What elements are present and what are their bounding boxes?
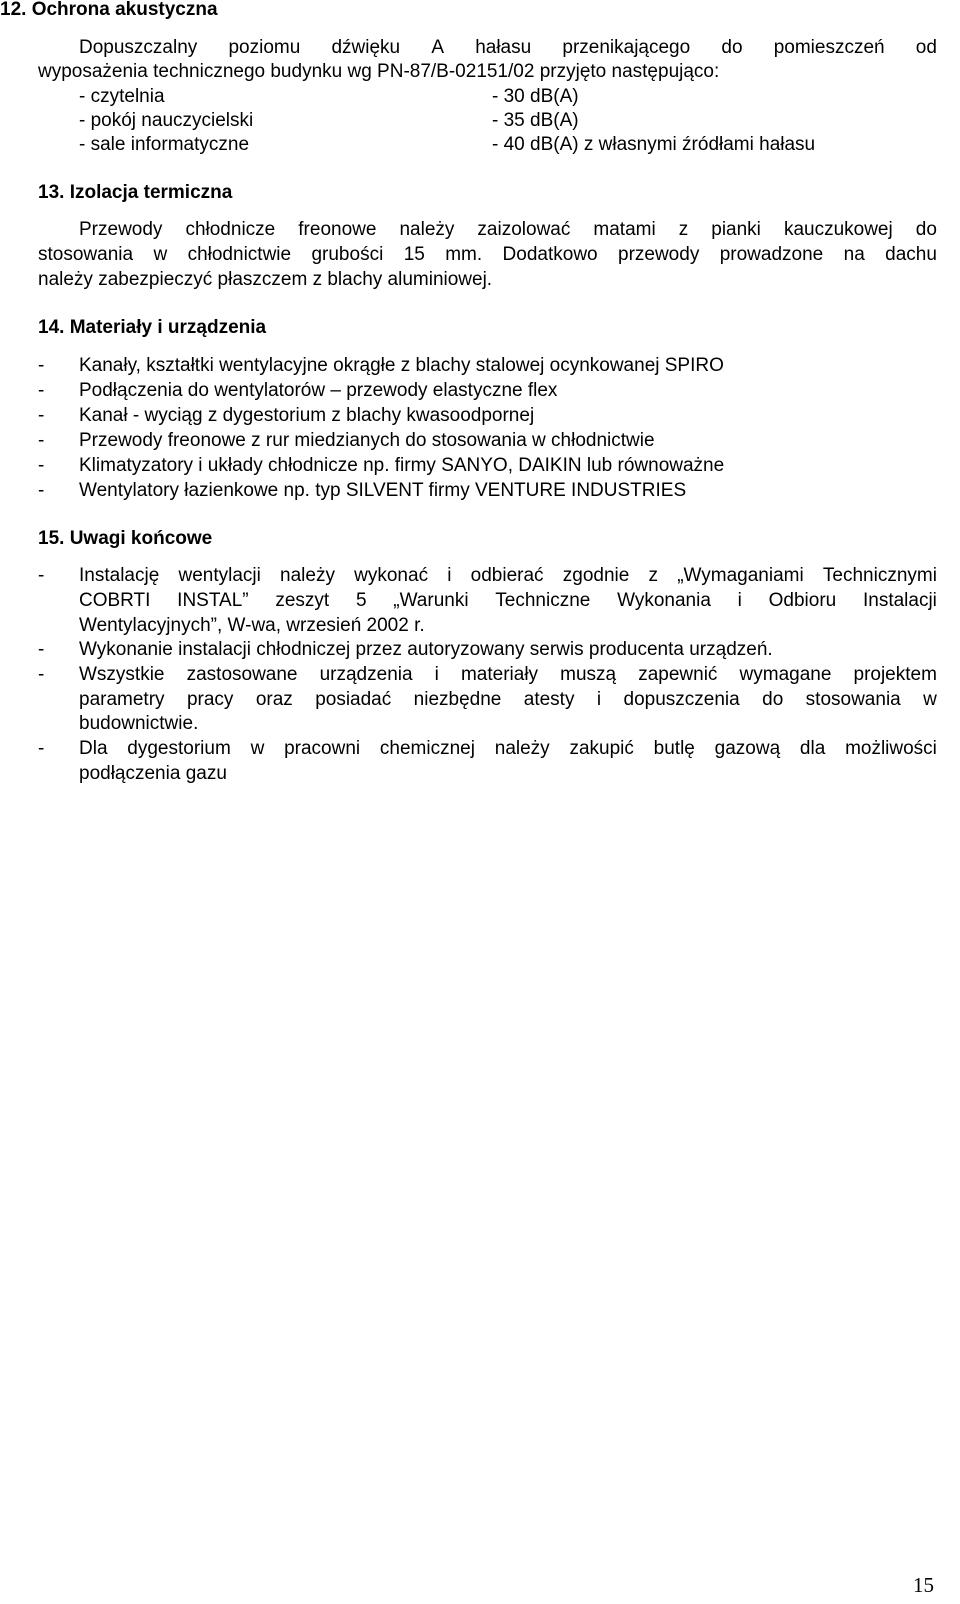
word: wykonać: [354, 565, 429, 586]
word: z: [678, 219, 689, 240]
list-dash: -: [38, 738, 45, 759]
word: Wszystkie: [79, 664, 165, 685]
word: zgodnie: [562, 565, 630, 586]
word: „Warunki: [393, 590, 469, 611]
paragraph-line: wyposażenia technicznego budynku wg PN-87/B-02151/02 przyjęto następująco:: [38, 61, 720, 82]
word: od: [915, 37, 937, 58]
list-item-line: podłączenia gazu: [79, 763, 227, 784]
word: stosowania: [805, 689, 901, 710]
word: i: [447, 565, 452, 586]
word: Odbioru: [768, 590, 837, 611]
word: Dodatkowo: [502, 244, 598, 265]
section-title: Uwagi końcowe: [69, 528, 213, 549]
list-item-line: budownictwie.: [79, 713, 199, 734]
word: należy: [494, 738, 550, 759]
noise-room-label: - czytelnia: [79, 86, 165, 107]
word: zastosowane: [186, 664, 298, 685]
word: do: [915, 219, 937, 240]
section-12-heading: [0, 0, 218, 19]
word: Instalacji: [862, 590, 937, 611]
word: przewody: [618, 244, 700, 265]
word: urządzenia: [319, 664, 413, 685]
word: hałasu: [475, 37, 532, 58]
word: dźwięku: [331, 37, 401, 58]
list-dash: -: [38, 455, 45, 476]
word: INSTAL”: [177, 590, 249, 611]
word: prowadzone: [719, 244, 824, 265]
list-dash: -: [38, 405, 45, 426]
list-dash: -: [38, 480, 45, 501]
section-title: Ochrona akustyczna: [31, 0, 218, 20]
word: w: [923, 689, 937, 710]
section-number: 15.: [38, 528, 65, 549]
word: poziomu: [228, 37, 301, 58]
word: posiadać: [315, 689, 392, 710]
list-dash: -: [38, 380, 45, 401]
word: w: [153, 244, 168, 265]
word: parametry: [79, 689, 165, 710]
list-item-line: [79, 739, 937, 758]
word: z: [648, 565, 658, 586]
list-dash: -: [38, 565, 45, 586]
word: do: [721, 37, 743, 58]
word: niezbędne: [413, 689, 502, 710]
word: butlę: [653, 738, 695, 759]
word: zakupić: [569, 738, 634, 759]
page-number: 15: [913, 1573, 934, 1597]
word: pomieszczeń: [773, 37, 885, 58]
word: do: [762, 689, 784, 710]
word: Instalację: [79, 565, 160, 586]
word: grubości: [311, 244, 384, 265]
list-item-line: [79, 591, 937, 610]
word: należy: [399, 219, 455, 240]
noise-room-value: - 30 dB(A): [492, 86, 579, 107]
noise-room-value: - 40 dB(A) z własnymi źródłami hałasu: [492, 134, 816, 155]
word: Przewody: [79, 219, 163, 240]
word: zaizolować: [477, 219, 571, 240]
list-item: Podłączenia do wentylatorów – przewody elastyczne flex: [79, 380, 558, 401]
word: freonowe: [298, 219, 377, 240]
word: matami: [593, 219, 656, 240]
list-item: Przewody freonowe z rur miedzianych do stosowania w chłodnictwie: [79, 430, 655, 451]
word: kauczukowej: [783, 219, 893, 240]
list-item-line: Wykonanie instalacji chłodniczej przez autoryzowany serwis producenta urządzeń.: [79, 639, 773, 660]
word: wentylacji: [178, 565, 261, 586]
word: dachu: [885, 244, 937, 265]
word: dygestorium: [127, 738, 231, 759]
word: pracy: [186, 689, 234, 710]
section-number: 14.: [38, 317, 65, 338]
word: atesty: [523, 689, 575, 710]
list-item: Klimatyzatory i układy chłodnicze np. firmy SANYO, DAIKIN lub równoważne: [79, 455, 725, 476]
word: materiały: [460, 664, 539, 685]
paragraph-line: [38, 245, 937, 264]
word: gazową: [714, 738, 781, 759]
word: Techniczne: [495, 590, 591, 611]
word: „Wymaganiami: [677, 565, 804, 586]
word: i: [737, 590, 742, 611]
list-item: Wentylatory łazienkowe np. typ SILVENT firmy VENTURE INDUSTRIES: [79, 480, 687, 501]
word: wymagane: [739, 664, 832, 685]
word: dla: [799, 738, 826, 759]
list-item: Kanały, kształtki wentylacyjne okrągłe z blachy stalowej ocynkowanej SPIRO: [79, 355, 724, 376]
noise-room-label: - pokój nauczycielski: [79, 110, 254, 131]
word: dopuszczenia: [623, 689, 740, 710]
word: w: [250, 738, 265, 759]
list-item-line: [79, 566, 937, 585]
word: Wykonania: [617, 590, 711, 611]
word: Dopuszczalny: [79, 37, 198, 58]
word: chłodnictwie: [187, 244, 292, 265]
word: Technicznymi: [822, 565, 937, 586]
section-title: Materiały i urządzenia: [69, 317, 267, 338]
word: odbierać: [470, 565, 544, 586]
word: przenikającego: [562, 37, 691, 58]
paragraph-line: [79, 220, 937, 239]
word: mm.: [445, 244, 483, 265]
section-13-heading: [38, 183, 232, 202]
word: pracowni: [284, 738, 361, 759]
word: Dla: [79, 738, 108, 759]
section-15-heading: [38, 529, 212, 548]
section-14-heading: [38, 318, 266, 337]
list-item-line: Wentylacyjnych”, W-wa, wrzesień 2002 r.: [79, 615, 425, 636]
list-dash: -: [38, 430, 45, 451]
noise-room-value: - 35 dB(A): [492, 110, 579, 131]
word: na: [843, 244, 865, 265]
word: 5: [355, 590, 367, 611]
word: zapewnić: [638, 664, 718, 685]
paragraph-line: należy zabezpieczyć płaszczem z blachy aluminiowej.: [38, 269, 493, 290]
noise-room-label: - sale informatyczne: [79, 134, 250, 155]
list-dash: -: [38, 639, 45, 660]
word: chłodnicze: [185, 219, 276, 240]
word: i: [596, 689, 602, 710]
word: chemicznej: [379, 738, 475, 759]
list-dash: -: [38, 664, 45, 685]
word: muszą: [560, 664, 617, 685]
paragraph-line: [79, 38, 937, 57]
word: stosowania: [38, 244, 134, 265]
list-dash: -: [38, 355, 45, 376]
list-item-line: [79, 665, 937, 684]
section-number: 12.: [0, 0, 27, 20]
list-item: Kanał - wyciąg z dygestorium z blachy kwasoodpornej: [79, 405, 535, 426]
word: 15: [403, 244, 425, 265]
word: zeszyt: [275, 590, 330, 611]
word: należy: [280, 565, 335, 586]
word: A: [431, 37, 445, 58]
word: COBRTI: [79, 590, 151, 611]
word: możliwości: [845, 738, 937, 759]
list-item-line: [79, 690, 937, 709]
word: projektem: [853, 664, 937, 685]
section-number: 13.: [38, 182, 65, 203]
word: i: [434, 664, 439, 685]
word: pianki: [711, 219, 761, 240]
section-title: Izolacja termiczna: [69, 182, 233, 203]
word: oraz: [255, 689, 293, 710]
